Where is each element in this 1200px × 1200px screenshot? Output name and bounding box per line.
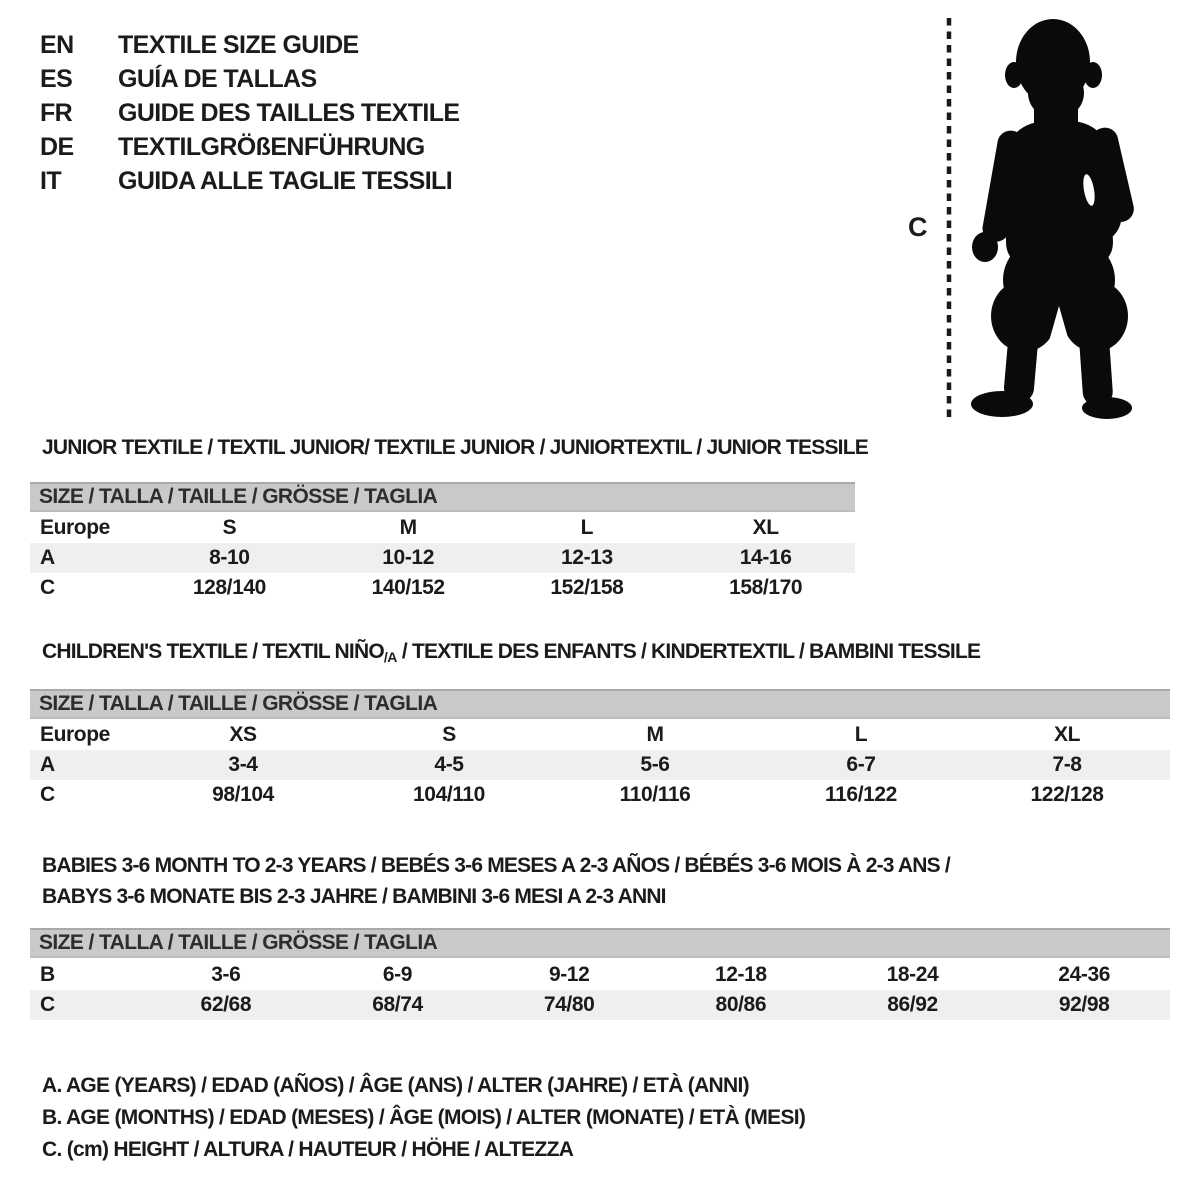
height-value: 128/140 [192,576,266,599]
column-header-xs: XS [229,723,257,746]
children-title-subscript: /A [383,649,397,665]
row-label: C [40,993,55,1016]
footnote-height-cm: C. (cm) HEIGHT / ALTURA / HAUTEUR / HÖHE / ALTEZZA [42,1138,574,1161]
column-header-region: Europe [40,723,110,746]
column-header-m: M [399,516,417,539]
babies-size-header-bar: SIZE / TALLA / TAILLE / GRÖSSE / TAGLIA [30,928,1170,958]
row-label: A [40,546,55,569]
junior-section-title: JUNIOR TEXTILE / TEXTIL JUNIOR/ TEXTILE JUNIOR / JUNIORTEXTIL / JUNIOR TESSILE [42,436,868,459]
age-value: 14-16 [739,546,792,569]
height-value: 98/104 [212,783,274,806]
row-label: A [40,753,55,776]
children-header-row [30,720,1170,750]
column-header-s: S [442,723,456,746]
babies-title-line-2: BABYS 3-6 MONATE BIS 2-3 JAHRE / BAMBINI 3-6 MESI A 2-3 ANNI [42,885,666,908]
footnote-age-months: B. AGE (MONTHS) / EDAD (MESES) / ÂGE (MOIS) / ALTER (MONATE) / ETÀ (MESI) [42,1106,806,1129]
height-measure-dashed-line [944,16,954,420]
language-code: DE [40,133,74,161]
children-size-table [30,720,1170,810]
children-row-height [30,780,1170,810]
footnote-age-years: A. AGE (YEARS) / EDAD (AÑOS) / ÂGE (ANS) / ALTER (JAHRE) / ETÀ (ANNI) [42,1074,749,1097]
age-months-value: 9-12 [548,963,590,986]
language-row-it [40,164,460,198]
language-row-es [40,62,460,96]
toddler-silhouette-image [960,14,1158,420]
guide-title-it: GUIDA ALLE TAGLIE TESSILI [118,167,453,195]
age-months-value: 6-9 [382,963,413,986]
guide-title-fr: GUIDE DES TAILLES TEXTILE [118,99,460,127]
babies-row-height [30,990,1170,1020]
row-label: C [40,576,55,599]
height-value: 158/170 [729,576,803,599]
language-row-en [40,28,460,62]
height-value: 104/110 [413,783,485,806]
age-months-value: 3-6 [211,963,241,986]
height-value: 140/152 [371,576,445,599]
language-code: ES [40,65,73,93]
babies-size-table [30,960,1170,1020]
age-months-value: 12-18 [714,963,767,986]
age-value: 4-5 [434,753,464,776]
column-header-xl: XL [752,516,779,539]
height-measure-label: C [908,212,928,242]
language-row-de [40,130,460,164]
guide-title-de: TEXTILGRÖßENFÜHRUNG [118,133,425,161]
age-value: 6-7 [846,753,876,776]
row-label: C [40,783,55,806]
junior-size-header-bar: SIZE / TALLA / TAILLE / GRÖSSE / TAGLIA [30,482,855,512]
children-size-header-bar: SIZE / TALLA / TAILLE / GRÖSSE / TAGLIA [30,689,1170,719]
column-header-m: M [646,723,664,746]
height-value: 152/158 [550,576,624,599]
babies-row-age-months [30,960,1170,990]
junior-row-height [30,573,855,603]
language-title-list [40,28,460,198]
height-value: 80/86 [715,993,767,1016]
column-header-l: L [580,516,594,539]
height-value: 68/74 [372,993,423,1016]
children-title-pre: CHILDREN'S TEXTILE / TEXTIL NIÑO [42,640,384,663]
junior-header-row [30,513,855,543]
age-value: 7-8 [1052,753,1082,776]
height-value: 74/80 [543,993,595,1016]
height-value: 116/122 [825,783,897,806]
height-value: 92/98 [1058,993,1110,1016]
age-value: 3-4 [228,753,258,776]
babies-section-title [42,850,950,912]
language-code: FR [40,99,73,127]
height-value: 110/116 [619,783,691,806]
children-title-post: / TEXTILE DES ENFANTS / KINDERTEXTIL / BAMBINI TESSILE [396,640,981,663]
row-label: B [40,963,55,986]
column-header-region: Europe [40,516,110,539]
height-value: 122/128 [1030,783,1104,806]
age-value: 10-12 [382,546,434,569]
height-value: 62/68 [200,993,252,1016]
column-header-l: L [854,723,868,746]
language-code: EN [40,31,74,59]
column-header-xl: XL [1053,723,1081,746]
children-section-title [42,640,980,665]
age-months-value: 24-36 [1058,963,1111,986]
language-code: IT [40,167,62,195]
age-months-value: 18-24 [886,963,939,986]
junior-row-age [30,543,855,573]
guide-title-es: GUÍA DE TALLAS [118,65,317,93]
guide-title-en: TEXTILE SIZE GUIDE [118,31,359,59]
column-header-s: S [222,516,237,539]
babies-title-line-1: BABIES 3-6 MONTH TO 2-3 YEARS / BEBÉS 3-6 MESES A 2-3 AÑOS / BÉBÉS 3-6 MOIS À 2-3 ANS / [42,854,950,877]
children-row-age [30,750,1170,780]
age-value: 8-10 [209,546,250,569]
language-row-fr [40,96,460,130]
age-value: 5-6 [640,753,670,776]
legend-footnotes [42,1070,805,1166]
junior-size-table [30,513,855,603]
age-value: 12-13 [561,546,613,569]
height-value: 86/92 [887,993,938,1016]
